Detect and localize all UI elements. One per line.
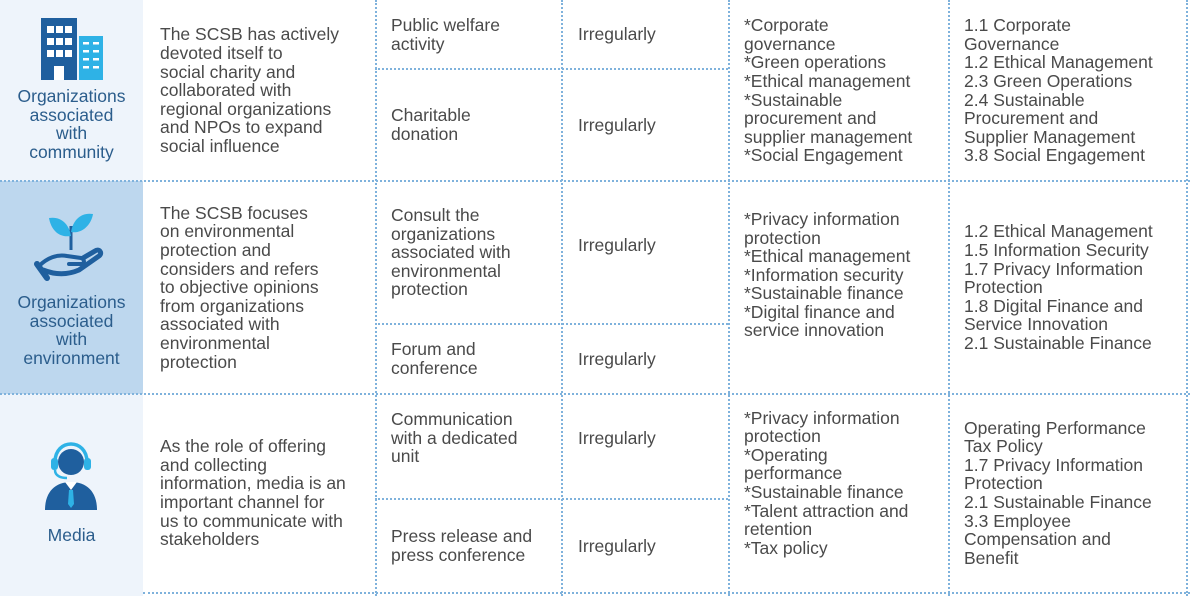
concern-line: *Green operations bbox=[744, 52, 887, 73]
row-2-channel-2-frequency bbox=[578, 324, 728, 394]
section-line: Benefit bbox=[964, 547, 1019, 568]
row-2-category-line: with bbox=[55, 329, 88, 350]
hand-sprout-icon bbox=[33, 208, 109, 284]
row-1-category-line: associated bbox=[29, 104, 114, 125]
concern-line: *Ethical management bbox=[744, 70, 911, 91]
channel-name-line: environmental bbox=[391, 260, 501, 281]
concern-line: *Sustainable finance bbox=[744, 482, 904, 502]
section-line: 1.8 Digital Finance and bbox=[964, 295, 1143, 316]
section-line: Governance bbox=[964, 33, 1060, 54]
concern-line: *Talent attraction and bbox=[744, 500, 909, 521]
row-3-description-line: and collecting bbox=[160, 454, 268, 475]
column-divider-1 bbox=[375, 0, 377, 596]
row-3-description-line: stakeholders bbox=[160, 529, 260, 550]
section-line: 3.3 Employee bbox=[964, 510, 1072, 531]
row-2-channel-1 bbox=[391, 181, 561, 324]
channel-name-line: Communication bbox=[391, 409, 513, 429]
section-line: 3.8 Social Engagement bbox=[964, 145, 1145, 166]
channel-name-line: with a dedicated bbox=[391, 427, 518, 448]
row-2-description-line: protection and bbox=[160, 240, 271, 261]
frequency-value: Irregularly bbox=[578, 427, 656, 448]
section-line: 1.7 Privacy Information bbox=[964, 258, 1143, 279]
row-2-description-line: associated with bbox=[160, 314, 280, 335]
concern-line: service innovation bbox=[744, 320, 885, 341]
section-line: Protection bbox=[964, 473, 1043, 494]
row-1-description-line: and NPOs to expand bbox=[160, 117, 323, 138]
row-1-channel-1-frequency bbox=[578, 0, 728, 69]
row-3-sections bbox=[964, 394, 1186, 592]
channel-name-line: Forum and bbox=[391, 339, 476, 360]
row-3-description-line: us to communicate with bbox=[160, 510, 343, 531]
channel-name-line: donation bbox=[391, 124, 459, 144]
section-line: Compensation and bbox=[964, 529, 1111, 550]
row-1-channel-2 bbox=[391, 69, 561, 181]
channel-name-line: Consult the bbox=[391, 205, 480, 226]
row-3-category-line: Media bbox=[47, 525, 96, 545]
concern-line: *Social Engagement bbox=[744, 145, 903, 166]
headset-operator-icon bbox=[33, 438, 109, 514]
column-divider-3 bbox=[728, 0, 730, 596]
section-line: 1.7 Privacy Information bbox=[964, 454, 1143, 475]
section-line: 2.3 Green Operations bbox=[964, 70, 1133, 91]
concern-line: procurement and bbox=[744, 108, 877, 129]
concern-line: *Privacy information bbox=[744, 407, 900, 428]
channel-name-line: activity bbox=[391, 33, 445, 54]
row-1-category-line: community bbox=[29, 141, 114, 162]
concern-line: *Information security bbox=[744, 264, 904, 285]
channel-name-line: protection bbox=[391, 279, 468, 300]
row-3-description-line: information, media is an bbox=[160, 473, 346, 494]
row-2-category-label bbox=[0, 293, 143, 367]
concern-line: retention bbox=[744, 519, 813, 540]
row-1-channel-1 bbox=[391, 0, 561, 69]
section-line: 2.1 Sustainable Finance bbox=[964, 332, 1152, 353]
channel-name-line: press conference bbox=[391, 545, 526, 565]
row-3-channel-2-frequency bbox=[578, 499, 728, 593]
concern-line: *Corporate bbox=[744, 15, 829, 36]
section-line: 1.2 Ethical Management bbox=[964, 221, 1153, 242]
row-2-description-line: on environmental bbox=[160, 221, 295, 242]
concern-line: *Privacy information bbox=[744, 208, 900, 229]
row-1-description-line: regional organizations bbox=[160, 98, 332, 119]
row-2-description-line: from organizations bbox=[160, 295, 304, 316]
row-3-channel-1 bbox=[391, 394, 561, 482]
section-line: Tax Policy bbox=[964, 436, 1043, 457]
row-3-description bbox=[160, 394, 372, 592]
column-divider-2 bbox=[561, 0, 563, 596]
concern-line: *Digital finance and bbox=[744, 301, 895, 322]
row-3-category-label bbox=[0, 526, 143, 545]
channel-name-line: organizations bbox=[391, 223, 496, 244]
row-3-concerns bbox=[744, 394, 948, 572]
row-2-category-line: associated bbox=[29, 310, 114, 331]
row-3-description-line: As the role of offering bbox=[160, 436, 327, 457]
frequency-value: Irregularly bbox=[578, 24, 656, 45]
concern-line: *Operating bbox=[744, 444, 828, 465]
row-1-description-line: collaborated with bbox=[160, 80, 292, 101]
column-divider-5 bbox=[1186, 0, 1188, 596]
row-1-description-line: social influence bbox=[160, 135, 280, 156]
column-divider-4 bbox=[948, 0, 950, 596]
row-1-description-line: The SCSB has actively bbox=[160, 24, 339, 45]
concern-line: protection bbox=[744, 426, 821, 447]
section-line: 1.1 Corporate bbox=[964, 15, 1072, 36]
row-2-channel-2 bbox=[391, 324, 561, 394]
row-2-description bbox=[160, 181, 372, 394]
section-line: Service Innovation bbox=[964, 314, 1108, 335]
section-line: Operating Performance bbox=[964, 417, 1146, 438]
row-1-category-line: Organizations bbox=[17, 86, 126, 106]
section-line: Protection bbox=[964, 277, 1043, 298]
row-1-category-label bbox=[0, 87, 143, 161]
section-line: 1.2 Ethical Management bbox=[964, 52, 1153, 73]
row-2-description-line: considers and refers bbox=[160, 258, 319, 279]
frequency-value: Irregularly bbox=[578, 234, 656, 255]
row-2-channel-1-frequency bbox=[578, 181, 728, 309]
row-1-description bbox=[160, 0, 372, 181]
channel-name-line: Press release and bbox=[391, 526, 533, 547]
concern-line: performance bbox=[744, 463, 843, 484]
row-3-description-line: important channel for bbox=[160, 492, 325, 512]
row-1-concerns bbox=[744, 0, 948, 181]
row-2-description-line: to objective opinions bbox=[160, 277, 319, 298]
frequency-value: Irregularly bbox=[578, 114, 656, 135]
concern-line: *Sustainable bbox=[744, 89, 843, 110]
row-3-channel-1-frequency bbox=[578, 394, 728, 482]
channel-name-line: Charitable bbox=[391, 105, 471, 126]
row-2-description-line: environmental bbox=[160, 332, 270, 353]
channel-name-line: conference bbox=[391, 358, 478, 378]
row-1-description-line: devoted itself to bbox=[160, 43, 283, 64]
row-2-description-line: The SCSB focuses bbox=[160, 202, 308, 223]
concern-line: governance bbox=[744, 33, 836, 54]
office-building-icon bbox=[33, 14, 109, 90]
channel-name-line: unit bbox=[391, 446, 420, 467]
frequency-value: Irregularly bbox=[578, 535, 656, 556]
section-line: 2.4 Sustainable bbox=[964, 89, 1085, 110]
section-line: Supplier Management bbox=[964, 126, 1136, 147]
concern-line: *Tax policy bbox=[744, 537, 828, 558]
channel-name-line: Public welfare bbox=[391, 14, 500, 35]
row-2-category-line: environment bbox=[23, 347, 120, 368]
row-2-sections bbox=[964, 181, 1186, 394]
concern-line: *Ethical management bbox=[744, 246, 911, 267]
row-2-description-line: protection bbox=[160, 351, 237, 372]
concern-line: protection bbox=[744, 227, 821, 248]
section-line: 1.5 Information Security bbox=[964, 240, 1149, 261]
row-2-category-line: Organizations bbox=[17, 292, 126, 312]
row-1-sections bbox=[964, 0, 1186, 181]
row-1-channel-2-frequency bbox=[578, 69, 728, 181]
row-2-concerns bbox=[744, 181, 948, 369]
section-line: Procurement and bbox=[964, 108, 1099, 129]
concern-line: supplier management bbox=[744, 126, 913, 147]
channel-name-line: associated with bbox=[391, 242, 511, 263]
row-1-category-line: with bbox=[55, 123, 88, 144]
frequency-value: Irregularly bbox=[578, 348, 656, 369]
section-line: 2.1 Sustainable Finance bbox=[964, 492, 1152, 512]
row-3-channel-2 bbox=[391, 499, 561, 593]
concern-line: *Sustainable finance bbox=[744, 283, 904, 304]
row-1-description-line: social charity and bbox=[160, 61, 296, 82]
